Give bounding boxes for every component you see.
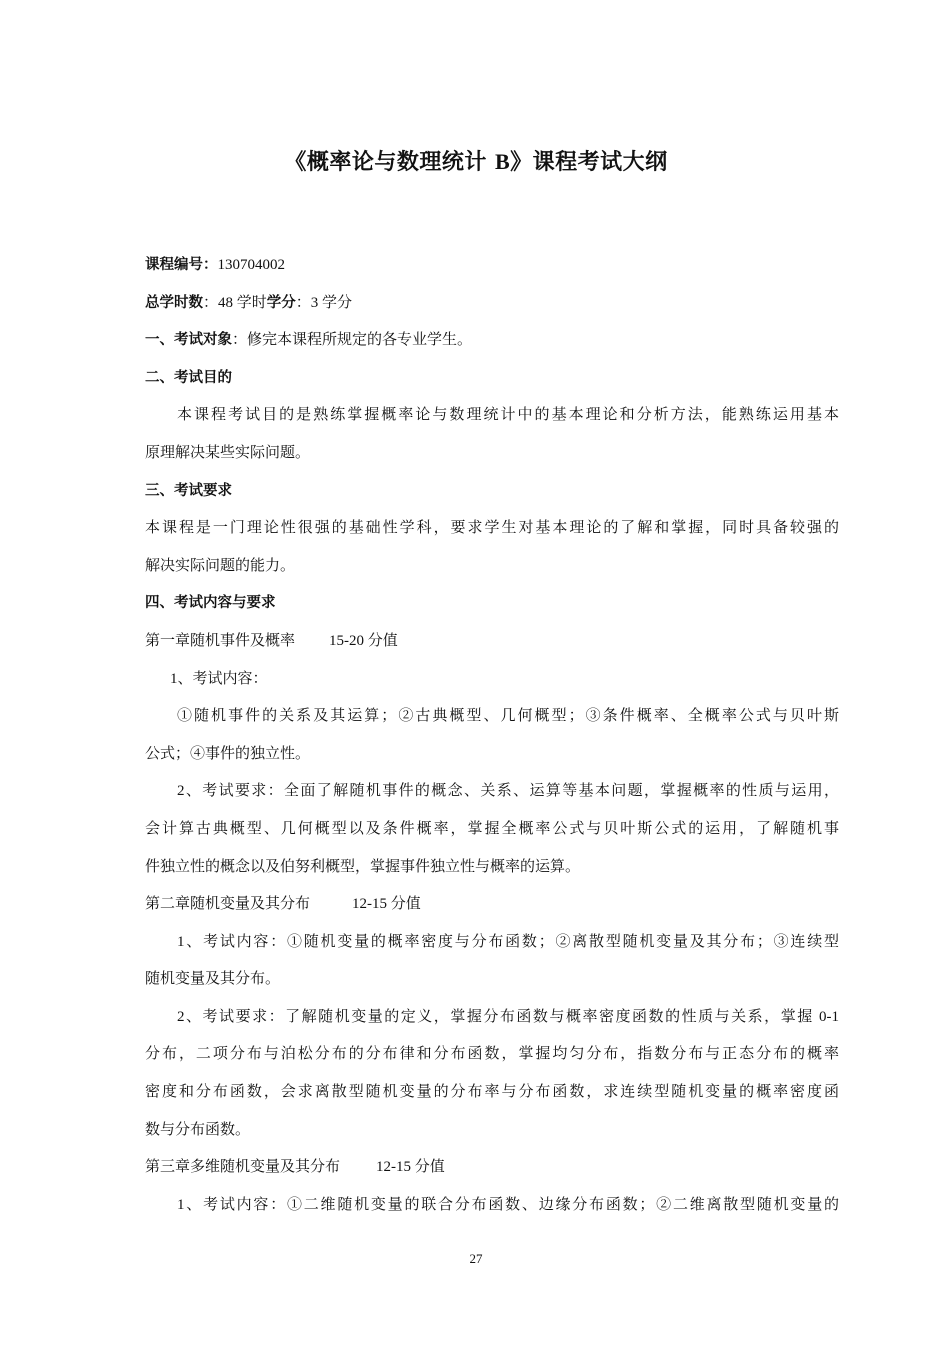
section1-line: [145, 322, 839, 360]
chapter3-score: 12-15 分值: [376, 1159, 445, 1176]
chapter2-score: 12-15 分值: [352, 896, 421, 913]
chapter2-heading: [145, 886, 839, 924]
chapter1-title: 第一章随机事件及概率: [145, 632, 296, 649]
title-latin: B: [494, 149, 511, 174]
chapter2-requirement-line: 2、考试要求：了解随机变量的定义，掌握分布函数与概率密度函数的性质与关系，掌握 0-1: [177, 1008, 839, 1025]
chapter2-content-line: 随机变量及其分布。: [145, 971, 281, 988]
hours-credits-line: [145, 285, 839, 323]
chapter1-content-line: 公式；④事件的独立性。: [145, 745, 311, 762]
title-suffix: 》课程考试大纲: [510, 150, 668, 175]
document-title: [0, 145, 952, 176]
chapter1-requirement-line: 会计算古典概型、几何概型以及条件概率，掌握全概率公式与贝叶斯公式的运用，了解随机事: [145, 820, 839, 837]
section1-heading: 一、考试对象: [145, 332, 232, 349]
chapter1-content-label: 1、考试内容：: [170, 670, 268, 687]
chapter2-requirement-line: 密度和分布函数，会求离散型随机变量的分布率与分布函数，求连续型随机变量的概率密度函: [145, 1084, 839, 1101]
chapter1-content-line: ①随机事件的关系及其运算；②古典概型、几何概型；③条件概率、全概率公式与贝叶斯: [177, 708, 839, 725]
chapter2-requirement-line: 分布，二项分布与泊松分布的分布律和分布函数，掌握均匀分布，指数分布与正态分布的概率: [145, 1046, 839, 1063]
chapter2-requirement-line: 数与分布函数。: [145, 1121, 251, 1138]
chapter1-requirement-line: 件独立性的概念以及伯努利概型，掌握事件独立性与概率的运算。: [145, 858, 581, 875]
section4-heading: 四、考试内容与要求: [145, 595, 276, 612]
course-code-label: 课程编号：: [145, 257, 218, 273]
page-number: 27: [469, 1251, 483, 1266]
chapter2-content-line: 1、考试内容：①随机变量的概率密度与分布函数；②离散型随机变量及其分布；③连续型: [177, 933, 839, 950]
title-prefix: 《概率论与数理统计: [284, 150, 495, 175]
section2-paragraph-line: 原理解决某些实际问题。: [145, 444, 311, 461]
course-code-line: [145, 247, 839, 285]
credits-label: 学分: [266, 294, 296, 311]
section3-paragraph-line: 本课程是一门理论性很强的基础性学科，要求学生对基本理论的了解和掌握，同时具备较强的: [145, 520, 839, 537]
section2-heading: 二、考试目的: [145, 369, 232, 386]
section3-paragraph-line: 解决实际问题的能力。: [145, 557, 296, 574]
total-hours-label: 总学时数: [145, 294, 203, 311]
credits-value: ：3 学分: [295, 294, 353, 311]
chapter1-requirement-line: 2、考试要求：全面了解随机事件的概念、关系、运算等基本问题，掌握概率的性质与运用，: [177, 783, 839, 800]
chapter1-score: 15-20 分值: [329, 632, 398, 649]
chapter2-title: 第二章随机变量及其分布: [145, 896, 311, 913]
document-body: [145, 247, 839, 1224]
section3-heading: 三、考试要求: [145, 482, 232, 499]
chapter3-title: 第三章多维随机变量及其分布: [145, 1159, 341, 1176]
chapter1-heading: [145, 623, 839, 661]
section1-text: ：修完本课程所规定的各专业学生。: [232, 332, 473, 349]
total-hours-value: ：48 学时: [203, 294, 267, 311]
chapter3-heading: [145, 1149, 839, 1187]
section2-paragraph-line: 本课程考试目的是熟练掌握概率论与数理统计中的基本理论和分析方法，能熟练运用基本: [177, 407, 839, 424]
course-code-value: 130704002: [217, 257, 285, 273]
chapter3-content-line: 1、考试内容：①二维随机变量的联合分布函数、边缘分布函数；②二维离散型随机变量的: [177, 1196, 839, 1213]
